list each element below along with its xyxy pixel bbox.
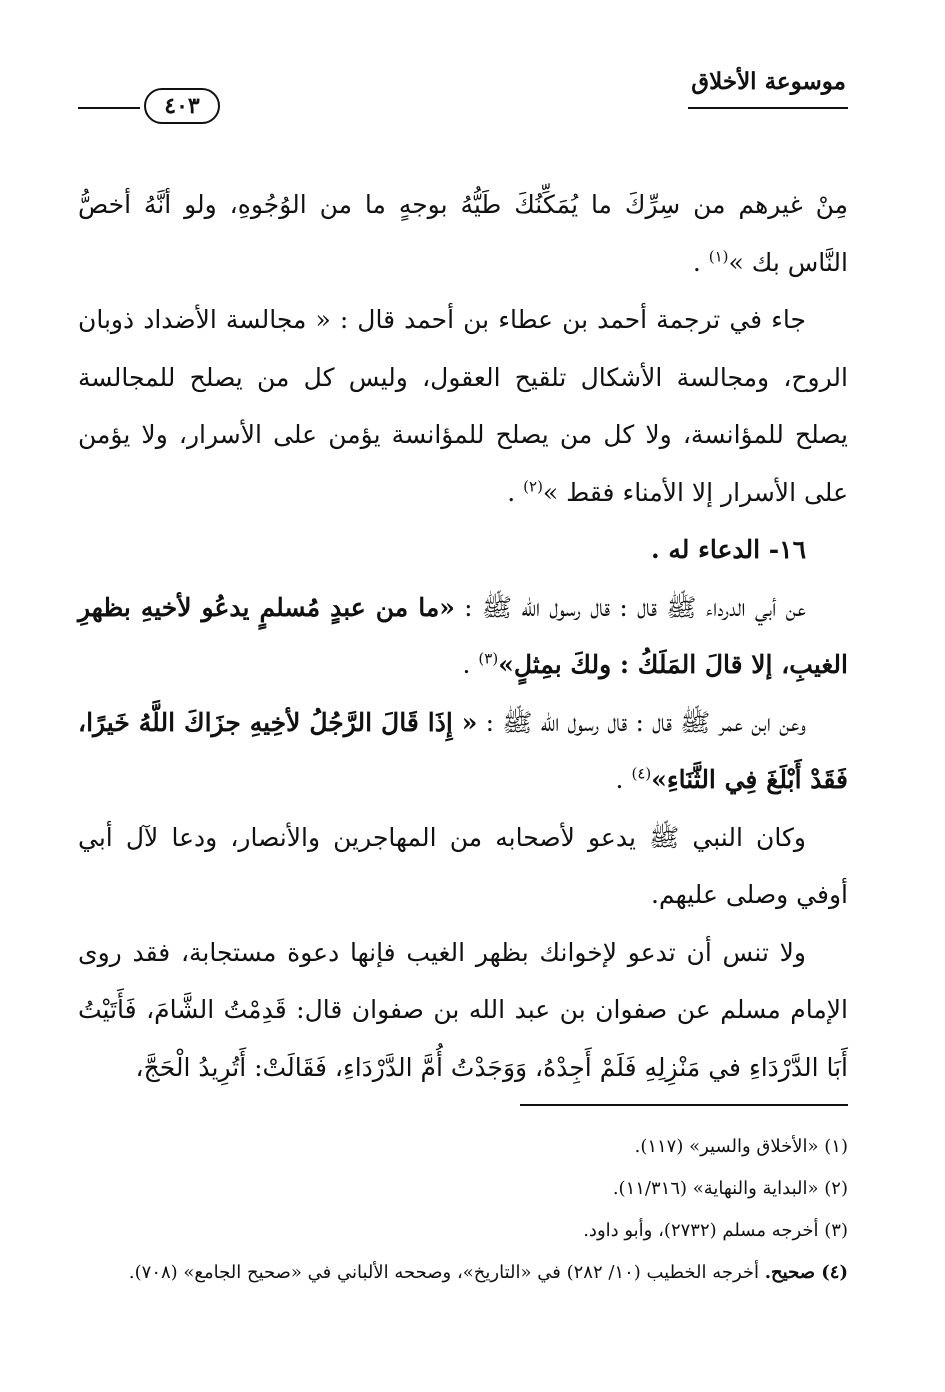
paragraph-intro: وعن ابن عمر ﷺ قال : قال رسول الله ﷺ :	[477, 707, 807, 737]
section-heading: ١٦- الدعاء له .	[650, 535, 806, 564]
paragraph: وكان النبي ﷺ يدعو لأصحابه من المهاجرين والأنصار، ودعا لآل أبي أوفي وصلى عليهم.	[78, 822, 848, 909]
footnote: (٢) «البداية والنهاية» (١١/٣١٦).	[612, 1178, 848, 1199]
footnote-text: أخرجه الخطيب (١٠/ ٢٨٢) في «التاريخ»، وصححه الألباني في «صحيح الجامع» (٧٠٨).	[128, 1262, 765, 1283]
footnote-ref: (٤)	[631, 764, 652, 783]
paragraph-end: .	[507, 477, 524, 507]
hadith-text: « إِذَا قَالَ الرَّجُلُ لأخِيهِ جزَاكَ اللَّهُ خَيرًا، فَقَدْ أَبْلَغَ فِي الثَّنَاءِ»	[78, 707, 848, 794]
paragraph-text: مِنْ غيرهم من سِرِّكَ ما يُمَكِّنُكَ طَيُّهُ بوجهٍ ما من الوُجُوهِ، ولو أنَّهُ أخصُّ النَّاس بك »	[78, 190, 848, 277]
footnote-grade: (٤) صحيح.	[764, 1262, 848, 1283]
footnotes	[78, 1126, 848, 1294]
paragraph	[78, 579, 848, 694]
footnote-ref: (١)	[708, 247, 729, 266]
paragraph-end: .	[462, 650, 479, 679]
page	[78, 60, 848, 1294]
page-number: ٤٠٣	[144, 88, 220, 124]
paragraph-end: .	[692, 247, 709, 277]
header-rule-left	[78, 107, 140, 109]
paragraph: ولا تنس أن تدعو لإخوانك بظهر الغيب فإنها دعوة مستجابة، فقد روى الإمام مسلم عن صفوان بن عبد الله بن صفوان قال: قَدِمْتُ الشَّامَ، فَأَتَيْتُ أَبَا الدَّرْدَاءِ في مَنْزِلِهِ فَلَمْ أَجِدْهُ، وَوَجَدْتُ أُمَّ الدَّرْدَاءِ، فَقَالَتْ: أَتُرِيدُ الْحَجَّ،	[78, 937, 848, 1082]
page-header	[78, 60, 848, 122]
footnote-ref: (٢)	[523, 477, 543, 496]
book-title: موسوعة الأخلاق	[691, 68, 846, 95]
header-rule	[688, 107, 848, 109]
paragraph	[78, 694, 848, 809]
paragraph-intro: عن أبي الدرداء ﷺ قال : قال رسول الله ﷺ :	[454, 592, 806, 622]
paragraph-text: جاء في ترجمة أحمد بن عطاء بن أحمد قال : « مجالسة الأضداد ذوبان الروح، ومجالسة الأشكال تلقيح العقول، وليس كل من يصلح للمجالسة يصلح للمؤانسة، ولا كل من يصلح للمؤانسة يؤمن على الأسرار، ولا يؤمن على الأسرار إلا الأمناء فقط »	[78, 305, 848, 507]
footnote-divider	[520, 1104, 848, 1106]
main-text	[78, 176, 848, 1096]
footnote-ref: (٣)	[478, 649, 499, 668]
footnote: (٣) أخرجه مسلم (٢٧٣٢)، وأبو داود.	[583, 1220, 848, 1241]
paragraph-end: .	[615, 765, 632, 794]
footnote	[78, 1252, 848, 1294]
paragraph	[78, 291, 848, 521]
hadith-text: «ما من عبدٍ مُسلمٍ يدعُو لأخيهِ بظهرِ الغيبِ، إلا قالَ المَلَكُ : ولكَ بمِثلٍ»	[78, 592, 848, 679]
footnote: (١) «الأخلاق والسير» (١١٧).	[634, 1136, 848, 1157]
paragraph	[78, 176, 848, 291]
